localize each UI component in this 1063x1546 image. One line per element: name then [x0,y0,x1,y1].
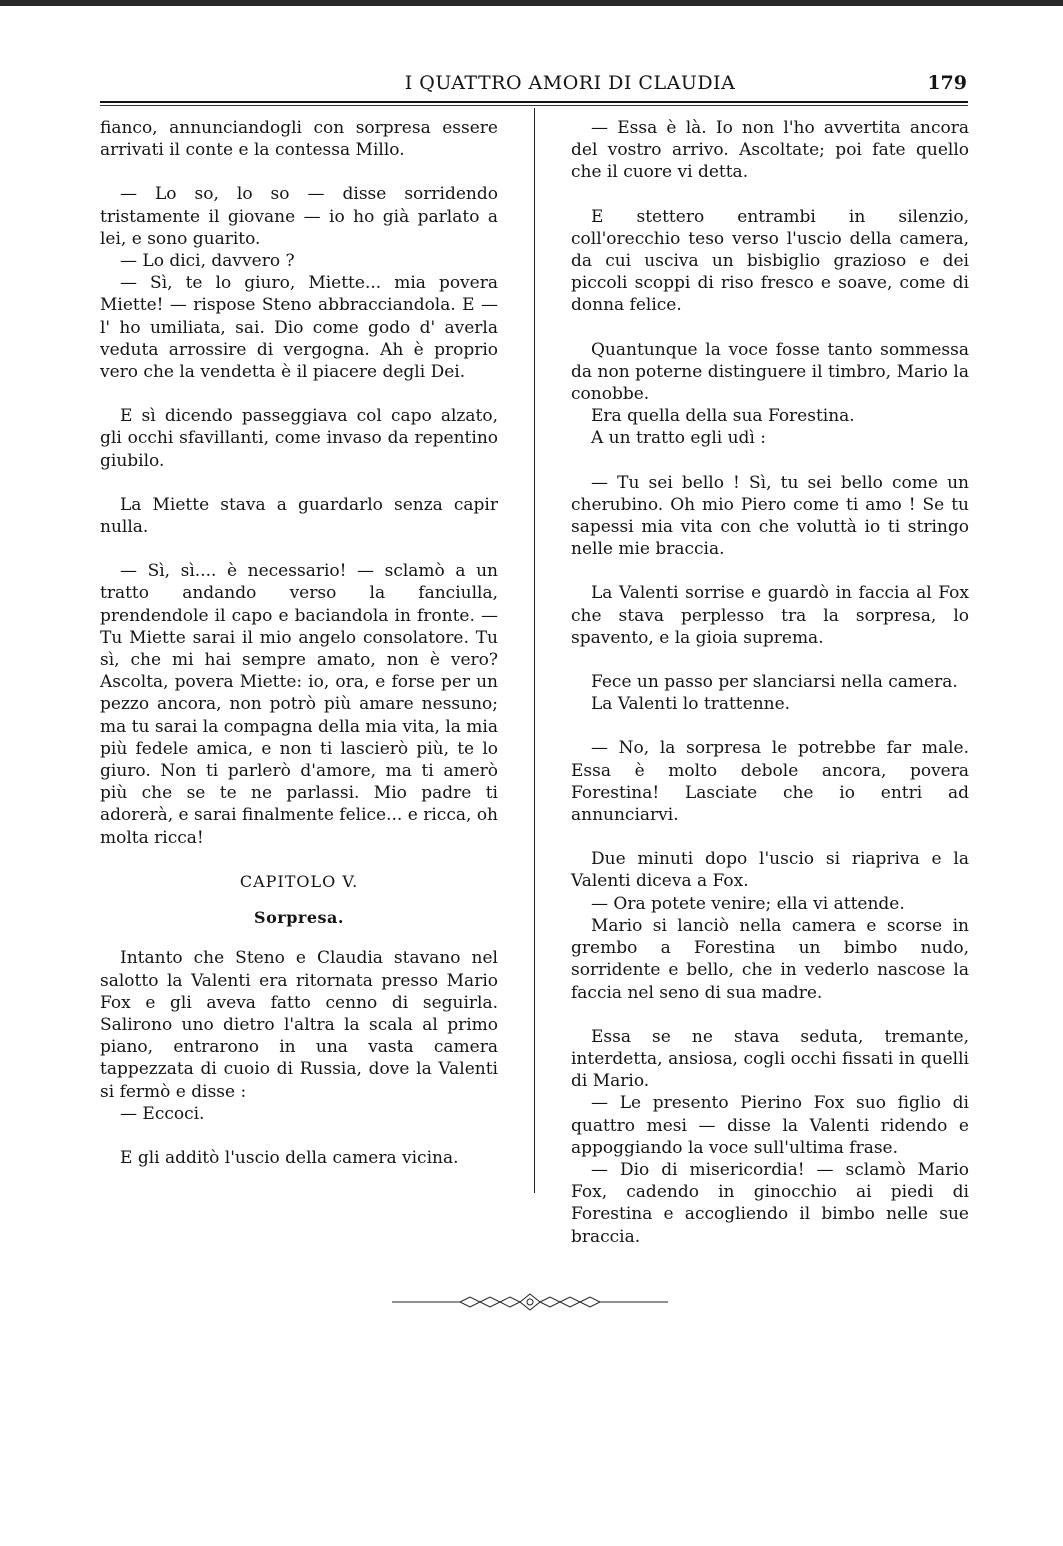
paragraph: Era quella della sua Forestina. [591,406,855,427]
header-rule-thin [100,105,968,106]
page-number: 179 [927,72,967,94]
paragraph: — Lo so, lo so — disse sorridendo tristamente il giovane — io ho già parlato a lei, e sono guarito. [100,184,498,249]
paragraph: La Miette stava a guardarlo senza capir nulla. [100,494,498,538]
paragraph: Due minuti dopo l'uscio si riapriva e la Valenti diceva a Fox. [571,849,969,892]
paragraph: — Lo dici, davvero ? [120,251,295,272]
right-column [571,117,969,1248]
left-paragraphs-after-chapter [100,947,498,1169]
paragraph: — Le presento Pierino Fox suo figlio di quattro mesi — disse la Valenti ridendo e appoggiando la voce sull'ultima frase. [571,1093,969,1158]
paragraph: E sì dicendo passeggiava col capo alzato, gli occhi sfavillanti, come invaso da repentino giubilo. [100,406,498,471]
paragraph: E stettero entrambi in silenzio, coll'orecchio teso verso l'uscio della camera, da cui usciva un bisbiglio grazioso e dei piccoli scoppi di riso fresco e soave, come di donna felice. [571,206,969,316]
paragraph: La Valenti sorrise e guardò in faccia al Fox che stava perplesso tra la sorpresa, lo spavento, e la gioia suprema. [571,583,969,648]
left-paragraphs [100,117,498,849]
paragraph: E gli additò l'uscio della camera vicina. [120,1147,459,1168]
paragraph: Quantunque la voce fosse tanto sommessa da non poterne distinguere il timbro, Mario la conobbe. [571,339,969,405]
top-border [0,0,1063,6]
paragraph: — Ora potete venire; ella vi attende. [591,893,905,914]
column-divider [534,108,535,1193]
left-column [100,117,498,1169]
running-header-title: I QUATTRO AMORI DI CLAUDIA [404,72,736,94]
paragraph: — Dio di misericordia! — sclamò Mario Fox, cadendo in ginocchio ai piedi di Forestina e accogliendo il bimbo nelle sue braccia. [571,1159,969,1247]
header-rule-thick [100,101,968,103]
chapter-title: Sorpresa. [254,908,344,928]
paragraph: — Essa è là. Io non l'ho avvertita ancora del vostro arrivo. Ascoltate; poi fate quello che il cuore vi detta. [571,118,969,183]
paragraph: Essa se ne stava seduta, tremante, interdetta, ansiosa, cogli occhi fissati in quelli di Mario. [571,1026,969,1092]
paragraph: Intanto che Steno e Claudia stavano nel salotto la Valenti era ritornata presso Mario Fox e gli aveva fatto cenno di seguirla. Salirono uno dietro l'altra la scala al primo piano, entrarono in una vasta camera tappezzata di cuoio di Russia, dove la Valenti si fermò e disse : [100,948,498,1102]
paragraph: — Sì, te lo giuro, Miette... mia povera Miette! — rispose Steno abbracciandola. E — l' ho umiliata, sai. Dio come godo d' averla veduta arrossire di vergogna. Ah è proprio vero che la vendetta è il piacere degli Dei. [100,273,498,383]
paragraph: — Sì, sì.... è necessario! — sclamò a un tratto andando verso la fanciulla, prendendole il capo e baciandola in fronte. — Tu Miette sarai il mio angelo consolatore. Tu sì, che mi hai sempre amato, non è vero? Ascolta, povera Miette: io, ora, e forse per un pezzo ancora, non potrò più amare nessuno; ma tu sarai la compagna della mia vita, la mia più fedele amica, e non ti lascierò più, te lo giuro. Non ti parlerò d'amore, ma ti amerò più che se te ne parlassi. Mio padre ti adorerà, e sarai finalmente felice... e ricca, oh molta ricca! [100,561,498,848]
paragraph: — Eccoci. [120,1103,205,1124]
paragraph: Mario si lanciò nella camera e scorse in grembo a Forestina un bimbo nudo, sorridente e bello, che in vederlo nascose la faccia nel seno di sua madre. [571,915,969,1003]
paragraph: fianco, annunciandogli con sorpresa essere arrivati il conte e la contessa Millo. [100,118,498,161]
paragraph: Fece un passo per slanciarsi nella camera. [591,672,958,693]
paragraph: — No, la sorpresa le potrebbe far male. Essa è molto debole ancora, povera Forestina! Lasciate che io entri ad annunciarvi. [571,738,969,826]
paragraph: La Valenti lo trattenne. [591,694,791,715]
chapter-number: CAPITOLO V. [239,871,359,891]
right-paragraphs [571,117,969,1248]
footer-ornament-icon [392,1290,668,1314]
paragraph: — Tu sei bello ! Sì, tu sei bello come un cherubino. Oh mio Piero come ti amo ! Se tu sapessi mia vita con che voluttà io ti stringo nelle mie braccia. [571,472,969,560]
paragraph: A un tratto egli udì : [591,428,766,449]
